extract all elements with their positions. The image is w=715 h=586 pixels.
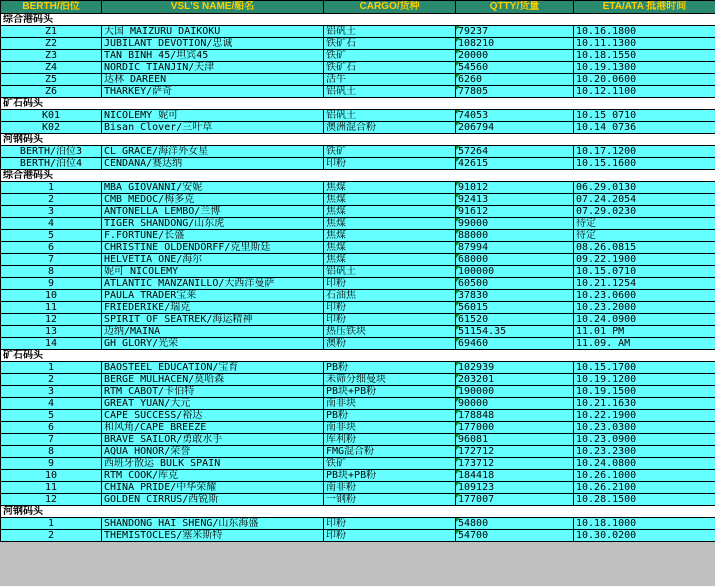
table-row — [1, 62, 715, 74]
quantity-cell[interactable]: 100000 — [456, 266, 574, 278]
eta-cell[interactable]: 10.24.0900 — [574, 314, 715, 326]
eta-cell[interactable]: 10.20.0600 — [574, 74, 715, 86]
quantity-cell[interactable]: 68000 — [456, 254, 574, 266]
vessel-name-cell[interactable]: ANTONELLA LEMBO/兰博 — [102, 206, 324, 218]
berth-cell[interactable]: 6 — [1, 242, 102, 254]
vessel-name-cell[interactable]: NORDIC TIANJIN/天津 — [102, 62, 324, 74]
quantity-cell[interactable]: 96081 — [456, 434, 574, 446]
berth-cell[interactable]: 14 — [1, 338, 102, 350]
berth-cell[interactable]: 10 — [1, 290, 102, 302]
quantity-cell[interactable]: 88000 — [456, 230, 574, 242]
table-row — [1, 182, 715, 194]
quantity-cell[interactable]: 60500 — [456, 278, 574, 290]
vessel-name-cell[interactable]: PAULA TRADER宝莱 — [102, 290, 324, 302]
eta-cell[interactable]: 10.23.0600 — [574, 290, 715, 302]
cargo-cell[interactable]: FMG混合粉 — [324, 446, 456, 458]
table-row — [1, 218, 715, 230]
vessel-name-cell[interactable]: 妮可 NICOLEMY — [102, 266, 324, 278]
table-row — [1, 110, 715, 122]
berth-cell[interactable]: 11 — [1, 482, 102, 494]
quantity-cell[interactable]: 172712 — [456, 446, 574, 458]
table-row — [1, 86, 715, 98]
eta-cell[interactable]: 10.19.1200 — [574, 374, 715, 386]
eta-cell[interactable]: 10.22.1900 — [574, 410, 715, 422]
berth-cell[interactable]: 8 — [1, 266, 102, 278]
berth-cell[interactable]: 12 — [1, 494, 102, 506]
eta-cell[interactable]: 10.24.0800 — [574, 458, 715, 470]
cargo-cell[interactable]: 一钢粉 — [324, 494, 456, 506]
vessel-name-cell[interactable]: GREAT YUAN/大元 — [102, 398, 324, 410]
berth-cell[interactable]: 11 — [1, 302, 102, 314]
table-row — [1, 266, 715, 278]
cargo-cell[interactable]: 焦煤 — [324, 230, 456, 242]
eta-cell[interactable]: 10.28.1500 — [574, 494, 715, 506]
berth-cell[interactable]: Z4 — [1, 62, 102, 74]
vessel-name-cell[interactable]: 和风角/CAPE BREEZE — [102, 422, 324, 434]
table-row — [1, 254, 715, 266]
table-row — [1, 242, 715, 254]
berth-cell[interactable]: 2 — [1, 374, 102, 386]
table-row — [1, 446, 715, 458]
eta-cell[interactable]: 09.22.1900 — [574, 254, 715, 266]
table-row — [1, 146, 715, 158]
eta-cell[interactable]: 10.18.1550 — [574, 50, 715, 62]
eta-cell[interactable]: 10.19.1300 — [574, 62, 715, 74]
berth-cell[interactable]: Z1 — [1, 26, 102, 38]
cargo-cell[interactable]: 焦煤 — [324, 206, 456, 218]
quantity-cell[interactable]: 92413 — [456, 194, 574, 206]
table-row — [1, 374, 715, 386]
quantity-cell[interactable]: 69460 — [456, 338, 574, 350]
berth-cell[interactable]: 10 — [1, 470, 102, 482]
section-header-row — [1, 506, 715, 518]
berth-cell[interactable]: BERTH/泊位4 — [1, 158, 102, 170]
cargo-cell[interactable]: 焦煤 — [324, 182, 456, 194]
cargo-cell[interactable]: 铝矾土 — [324, 26, 456, 38]
berth-cell[interactable]: 2 — [1, 194, 102, 206]
cargo-cell[interactable]: 南非粉 — [324, 482, 456, 494]
cargo-cell[interactable]: 铁矿 — [324, 458, 456, 470]
berth-cell[interactable]: 9 — [1, 458, 102, 470]
eta-cell[interactable]: 10.18.1000 — [574, 518, 715, 530]
eta-cell[interactable]: 10.26.1000 — [574, 470, 715, 482]
eta-cell[interactable]: 11.01 PM — [574, 326, 715, 338]
table-row — [1, 50, 715, 62]
eta-cell[interactable]: 07.24.2054 — [574, 194, 715, 206]
vessel-name-cell[interactable]: 达林 DAREEN — [102, 74, 324, 86]
header-row — [1, 1, 715, 14]
vessel-name-cell[interactable]: THEMISTOCLES/塞米斯特 — [102, 530, 324, 542]
berth-cell[interactable]: 4 — [1, 398, 102, 410]
table-row — [1, 434, 715, 446]
quantity-cell[interactable]: 6260 — [456, 74, 574, 86]
quantity-cell[interactable]: 177007 — [456, 494, 574, 506]
vessel-name-cell[interactable]: NICOLEMY 妮可 — [102, 110, 324, 122]
table-row — [1, 302, 715, 314]
section-header-row — [1, 170, 715, 182]
vessel-name-cell[interactable]: CL GRACE/海洋外女星 — [102, 146, 324, 158]
table-row — [1, 398, 715, 410]
table-row — [1, 326, 715, 338]
berth-cell[interactable]: 3 — [1, 206, 102, 218]
berth-cell[interactable]: 1 — [1, 518, 102, 530]
eta-cell[interactable]: 10.16.1800 — [574, 26, 715, 38]
table-row — [1, 194, 715, 206]
section-header-row — [1, 134, 715, 146]
berth-cell[interactable]: 8 — [1, 446, 102, 458]
cargo-cell[interactable]: PB粉 — [324, 410, 456, 422]
eta-cell[interactable]: 06.29.0130 — [574, 182, 715, 194]
vessel-name-cell[interactable]: TIGER SHANDONG/山东虎 — [102, 218, 324, 230]
vessel-name-cell[interactable]: AQUA HONOR/荣誉 — [102, 446, 324, 458]
eta-cell[interactable]: 10.17.1200 — [574, 146, 715, 158]
quantity-cell[interactable]: 109123 — [456, 482, 574, 494]
vessel-name-cell[interactable]: MBA GIOVANNI/安妮 — [102, 182, 324, 194]
berth-cell[interactable]: 7 — [1, 254, 102, 266]
eta-cell[interactable]: 10.14 0736 — [574, 122, 715, 134]
table-row — [1, 458, 715, 470]
vessel-name-cell[interactable]: CENDANA/赛达纳 — [102, 158, 324, 170]
quantity-cell[interactable]: 79237 — [456, 26, 574, 38]
table-row — [1, 482, 715, 494]
vessel-name-cell[interactable]: JUBILANT DEVOTION/忠诚 — [102, 38, 324, 50]
section-header-row — [1, 350, 715, 362]
table-row — [1, 158, 715, 170]
table-body — [1, 1, 715, 542]
section-title[interactable]: 矿石码头 — [1, 98, 715, 110]
vessel-name-cell[interactable]: CAPE SUCCESS/裕达 — [102, 410, 324, 422]
section-header-row — [1, 14, 715, 26]
quantity-cell[interactable]: 37830 — [456, 290, 574, 302]
section-title[interactable]: 河钢码头 — [1, 506, 715, 518]
table-row — [1, 362, 715, 374]
quantity-cell[interactable]: 184418 — [456, 470, 574, 482]
vessel-name-cell[interactable]: 大国 MAIZURU DAIKOKU — [102, 26, 324, 38]
table-row — [1, 290, 715, 302]
quantity-cell[interactable]: 56015 — [456, 302, 574, 314]
vessel-name-cell[interactable]: BERGE MULHACEN/莫哈森 — [102, 374, 324, 386]
eta-cell[interactable]: 10.23.2300 — [574, 446, 715, 458]
cargo-cell[interactable]: 南非块 — [324, 398, 456, 410]
quantity-cell[interactable]: 54700 — [456, 530, 574, 542]
cargo-cell[interactable]: 印粉 — [324, 278, 456, 290]
quantity-cell[interactable]: 77805 — [456, 86, 574, 98]
eta-cell[interactable]: 10.12.1100 — [574, 86, 715, 98]
cargo-cell[interactable]: 铝矾土 — [324, 110, 456, 122]
quantity-cell[interactable]: 90000 — [456, 398, 574, 410]
quantity-cell[interactable]: 57264 — [456, 146, 574, 158]
eta-cell[interactable]: 07.29.0230 — [574, 206, 715, 218]
cargo-cell[interactable]: 印粉 — [324, 158, 456, 170]
quantity-cell[interactable]: 51154.35 — [456, 326, 574, 338]
quantity-cell[interactable]: 203201 — [456, 374, 574, 386]
table-row — [1, 74, 715, 86]
berth-cell[interactable]: 1 — [1, 362, 102, 374]
quantity-cell[interactable]: 190000 — [456, 386, 574, 398]
table-row — [1, 338, 715, 350]
header-berth[interactable]: BERTH/泊位 — [1, 1, 102, 14]
vessel-name-cell[interactable]: HELVETIA ONE/海尔 — [102, 254, 324, 266]
table-row — [1, 494, 715, 506]
berth-cell[interactable]: 3 — [1, 386, 102, 398]
eta-cell[interactable]: 待定 — [574, 218, 715, 230]
table-row — [1, 422, 715, 434]
cargo-cell[interactable]: 热压铁块 — [324, 326, 456, 338]
eta-cell[interactable]: 10.23.2000 — [574, 302, 715, 314]
cargo-cell[interactable]: 铁矿 — [324, 50, 456, 62]
table-row — [1, 230, 715, 242]
berth-cell[interactable]: Z6 — [1, 86, 102, 98]
eta-cell[interactable]: 10.21.1254 — [574, 278, 715, 290]
berth-cell[interactable]: K02 — [1, 122, 102, 134]
cargo-cell[interactable]: 未筛分细曼块 — [324, 374, 456, 386]
header-eta[interactable]: ETA/ATA 抵港时间 — [574, 1, 715, 14]
cargo-cell[interactable]: 焦煤 — [324, 242, 456, 254]
quantity-cell[interactable]: 91012 — [456, 182, 574, 194]
quantity-cell[interactable]: 87994 — [456, 242, 574, 254]
cargo-cell[interactable]: 铁矿石 — [324, 62, 456, 74]
quantity-cell[interactable]: 91612 — [456, 206, 574, 218]
quantity-cell[interactable]: 173712 — [456, 458, 574, 470]
section-title[interactable]: 河钢码头 — [1, 134, 715, 146]
vessel-name-cell[interactable]: TAN BINH 45/坦宾45 — [102, 50, 324, 62]
table-row — [1, 122, 715, 134]
vessel-name-cell[interactable]: RTM CABOT/卡伯特 — [102, 386, 324, 398]
berth-cell[interactable]: 7 — [1, 434, 102, 446]
eta-cell[interactable]: 10.26.2100 — [574, 482, 715, 494]
berth-cell[interactable]: 12 — [1, 314, 102, 326]
berth-cell[interactable]: 2 — [1, 530, 102, 542]
cargo-cell[interactable]: PB块+PB粉 — [324, 386, 456, 398]
vessel-name-cell[interactable]: BRAVE SAILOR/勇敢水手 — [102, 434, 324, 446]
table-row — [1, 518, 715, 530]
quantity-cell[interactable]: 54560 — [456, 62, 574, 74]
table-row — [1, 410, 715, 422]
eta-cell[interactable]: 10.19.1500 — [574, 386, 715, 398]
quantity-cell[interactable]: 102939 — [456, 362, 574, 374]
section-title[interactable]: 综合港码头 — [1, 170, 715, 182]
cargo-cell[interactable]: 印粉 — [324, 530, 456, 542]
vessel-name-cell[interactable]: SHANDONG HAI SHENG/山东海盛 — [102, 518, 324, 530]
eta-cell[interactable]: 10.21.1630 — [574, 398, 715, 410]
table-row — [1, 314, 715, 326]
berth-cell[interactable]: 5 — [1, 410, 102, 422]
cargo-cell[interactable]: 铝矾土 — [324, 266, 456, 278]
table-row — [1, 470, 715, 482]
vessel-name-cell[interactable]: 西班牙散运 BULK SPAIN — [102, 458, 324, 470]
vessel-name-cell[interactable]: Bisan Clover/三叶草 — [102, 122, 324, 134]
section-header-row — [1, 98, 715, 110]
vessel-name-cell[interactable]: RTM COOK/库克 — [102, 470, 324, 482]
quantity-cell[interactable]: 61520 — [456, 314, 574, 326]
berth-cell[interactable]: K01 — [1, 110, 102, 122]
cargo-cell[interactable]: 澳粉 — [324, 338, 456, 350]
quantity-cell[interactable]: 178848 — [456, 410, 574, 422]
vessel-name-cell[interactable]: BAOSTEEL EDUCATION/宝育 — [102, 362, 324, 374]
eta-cell[interactable]: 11.09. AM — [574, 338, 715, 350]
berth-cell[interactable]: 6 — [1, 422, 102, 434]
table-row — [1, 206, 715, 218]
quantity-cell[interactable]: 99000 — [456, 218, 574, 230]
cargo-cell[interactable]: 铁矿 — [324, 146, 456, 158]
berth-cell[interactable]: 4 — [1, 218, 102, 230]
cargo-cell[interactable]: 焦煤 — [324, 254, 456, 266]
vessel-name-cell[interactable]: FRIEDERIKE/瑞克 — [102, 302, 324, 314]
cargo-cell[interactable]: PB粉 — [324, 362, 456, 374]
table-row — [1, 38, 715, 50]
vessel-name-cell[interactable]: 迈纳/MAINA — [102, 326, 324, 338]
berth-cell[interactable]: BERTH/泊位3 — [1, 146, 102, 158]
cargo-cell[interactable]: 印粉 — [324, 302, 456, 314]
table-row — [1, 386, 715, 398]
vessel-name-cell[interactable]: THARKEY/萨奇 — [102, 86, 324, 98]
vessel-name-cell[interactable]: GH GLORY/光荣 — [102, 338, 324, 350]
cargo-cell[interactable]: 印粉 — [324, 314, 456, 326]
vessel-name-cell[interactable]: CHINA PRIDE/中华荣耀 — [102, 482, 324, 494]
berth-cell[interactable]: Z3 — [1, 50, 102, 62]
berth-cell[interactable]: Z5 — [1, 74, 102, 86]
cargo-cell[interactable]: 活牛 — [324, 74, 456, 86]
cargo-cell[interactable]: 澳洲混合粉 — [324, 122, 456, 134]
eta-cell[interactable]: 10.15 0710 — [574, 110, 715, 122]
cargo-cell[interactable]: 焦煤 — [324, 218, 456, 230]
eta-cell[interactable]: 10.11.1300 — [574, 38, 715, 50]
section-title[interactable]: 矿石码头 — [1, 350, 715, 362]
cargo-cell[interactable]: 石油焦 — [324, 290, 456, 302]
cargo-cell[interactable]: 焦煤 — [324, 194, 456, 206]
vessel-name-cell[interactable]: GOLDEN CIRRUS/西锐斯 — [102, 494, 324, 506]
vessel-name-cell[interactable]: ATLANTIC MANZANILLO/大西洋曼萨 — [102, 278, 324, 290]
berth-cell[interactable]: 13 — [1, 326, 102, 338]
cargo-cell[interactable]: 库利粉 — [324, 434, 456, 446]
table-row — [1, 278, 715, 290]
header-quantity[interactable]: QTTY/货量 — [456, 1, 574, 14]
cargo-cell[interactable]: 印粉 — [324, 518, 456, 530]
vessel-name-cell[interactable]: SPIRIT OF SEATREK/海运精神 — [102, 314, 324, 326]
eta-cell[interactable]: 10.23.0900 — [574, 434, 715, 446]
eta-cell[interactable]: 10.15.0710 — [574, 266, 715, 278]
berth-cell[interactable]: Z2 — [1, 38, 102, 50]
vessel-name-cell[interactable]: CHRISTINE OLDENDORFF/克里斯廷 — [102, 242, 324, 254]
quantity-cell[interactable]: 108210 — [456, 38, 574, 50]
berth-cell[interactable]: 5 — [1, 230, 102, 242]
quantity-cell[interactable]: 177000 — [456, 422, 574, 434]
section-title[interactable]: 综合港码头 — [1, 14, 715, 26]
cargo-cell[interactable]: 铝矾土 — [324, 86, 456, 98]
header-cargo[interactable]: CARGO/货种 — [324, 1, 456, 14]
eta-cell[interactable]: 08.26.0815 — [574, 242, 715, 254]
eta-cell[interactable]: 10.30.0200 — [574, 530, 715, 542]
quantity-cell[interactable]: 74053 — [456, 110, 574, 122]
table-row — [1, 26, 715, 38]
vessel-name-cell[interactable]: CMB MEDOC/梅多克 — [102, 194, 324, 206]
quantity-cell[interactable]: 54800 — [456, 518, 574, 530]
table-row — [1, 530, 715, 542]
berth-cell[interactable]: 1 — [1, 182, 102, 194]
eta-cell[interactable]: 待定 — [574, 230, 715, 242]
eta-cell[interactable]: 10.23.0300 — [574, 422, 715, 434]
quantity-cell[interactable]: 20000 — [456, 50, 574, 62]
berth-cell[interactable]: 9 — [1, 278, 102, 290]
quantity-cell[interactable]: 206794 — [456, 122, 574, 134]
cargo-cell[interactable]: 南非块 — [324, 422, 456, 434]
eta-cell[interactable]: 10.15.1600 — [574, 158, 715, 170]
quantity-cell[interactable]: 42615 — [456, 158, 574, 170]
eta-cell[interactable]: 10.15.1700 — [574, 362, 715, 374]
header-vessel-name[interactable]: VSL'S NAME/船名 — [102, 1, 324, 14]
vessel-name-cell[interactable]: F.FORTUNE/长盛 — [102, 230, 324, 242]
cargo-cell[interactable]: 铁矿石 — [324, 38, 456, 50]
cargo-cell[interactable]: PB块+PB粉 — [324, 470, 456, 482]
